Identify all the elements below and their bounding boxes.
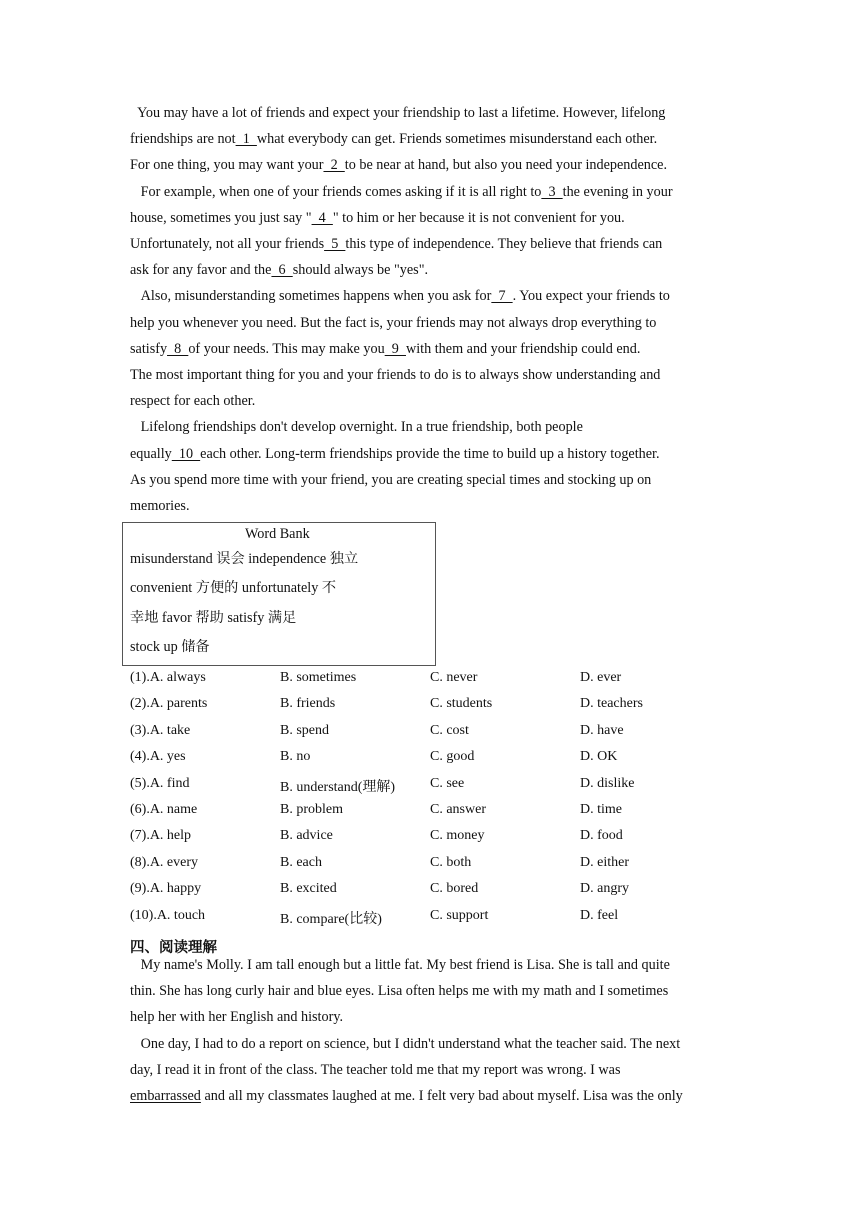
option-choice: D. dislike bbox=[580, 775, 635, 791]
passage-text: For one thing, you may want your bbox=[130, 157, 324, 174]
passage-text: each other. Long-term friendships provide the time to build up a history together. bbox=[200, 445, 660, 462]
passage-line bbox=[130, 1057, 740, 1083]
reading-passage bbox=[130, 952, 740, 1109]
passage-text: . You expect your friends to bbox=[512, 288, 670, 305]
passage-line bbox=[130, 100, 740, 126]
option-choice: C. support bbox=[430, 907, 489, 923]
passage-line bbox=[130, 441, 740, 467]
option-choice: D. ever bbox=[580, 670, 622, 685]
option-choice: B. compare(比较) bbox=[280, 911, 382, 927]
passage-text: help her with her English and history. bbox=[130, 1009, 344, 1026]
option-choice: C. cost bbox=[430, 722, 469, 738]
passage-line bbox=[130, 283, 740, 309]
option-choice: (3).A. take bbox=[130, 722, 191, 738]
blank-number: 6 bbox=[271, 262, 293, 279]
passage-line bbox=[130, 231, 740, 257]
option-choice: B. no bbox=[280, 749, 311, 765]
passage-line bbox=[130, 336, 740, 362]
blank-number: 2 bbox=[323, 157, 345, 174]
passage-text: My name's Molly. I am tall enough but a little fat. My best friend is Lisa. She is tall and quite bbox=[130, 957, 670, 973]
option-choice: D. food bbox=[580, 828, 623, 844]
option-choice: C. never bbox=[430, 670, 478, 685]
passage-text: satisfy bbox=[130, 340, 168, 357]
word-bank-row: 幸地 favor 帮助 satisfy 满足 bbox=[130, 610, 297, 626]
passage-text: As you spend more time with your friend, you are creating special times and stocking up on bbox=[130, 471, 652, 488]
cloze-passage bbox=[130, 100, 740, 519]
option-choice: C. students bbox=[430, 696, 493, 712]
option-choice: B. advice bbox=[280, 828, 333, 844]
blank-number: 7 bbox=[491, 288, 513, 305]
word-bank-box bbox=[122, 522, 436, 666]
passage-text: You may have a lot of friends and expect your friendship to last a lifetime. However, lifelong bbox=[130, 105, 666, 121]
passage-line bbox=[130, 310, 740, 336]
passage-line bbox=[130, 126, 740, 152]
passage-text: respect for each other. bbox=[130, 393, 256, 410]
passage-text: and all my classmates laughed at me. I felt very bad about myself. Lisa was the only bbox=[200, 1088, 683, 1105]
blank-number: 10 bbox=[171, 445, 201, 462]
passage-text: The most important thing for you and your friends to do is to always show understanding and bbox=[130, 367, 661, 384]
blank-number: 4 bbox=[311, 209, 333, 226]
passage-text: For example, when one of your friends comes asking if it is all right to bbox=[130, 183, 542, 200]
option-choice: B. sometimes bbox=[280, 670, 357, 685]
blank-number: 3 bbox=[541, 183, 563, 200]
option-choice: C. good bbox=[430, 749, 475, 765]
option-choice: D. angry bbox=[580, 881, 629, 897]
passage-text: day, I read it in front of the class. The teacher told me that my report was wrong. I was bbox=[130, 1061, 621, 1078]
blank-number: 9 bbox=[384, 340, 406, 357]
passage-text: this type of independence. They believe that friends can bbox=[345, 236, 663, 253]
blank-number: 8 bbox=[167, 340, 189, 357]
option-choice: B. each bbox=[280, 854, 322, 870]
option-choice: B. friends bbox=[280, 696, 336, 712]
passage-line bbox=[130, 388, 740, 414]
option-choice: C. answer bbox=[430, 801, 486, 817]
option-choice: (9).A. happy bbox=[130, 881, 202, 897]
passage-text: with them and your friendship could end. bbox=[405, 340, 641, 357]
option-choice: C. money bbox=[430, 828, 485, 844]
passage-text: memories. bbox=[130, 498, 190, 515]
passage-line bbox=[130, 1031, 740, 1057]
passage-text: should always be "yes". bbox=[292, 262, 429, 279]
passage-text: Unfortunately, not all your friends bbox=[130, 236, 325, 253]
option-choice: (1).A. always bbox=[130, 670, 206, 685]
word-bank-row: convenient 方便的 unfortunately 不 bbox=[130, 580, 337, 596]
option-choice: D. time bbox=[580, 801, 622, 817]
passage-line bbox=[130, 952, 740, 978]
passage-line bbox=[130, 362, 740, 388]
word-bank-row: stock up 储备 bbox=[130, 639, 210, 655]
option-choice: D. feel bbox=[580, 907, 619, 923]
option-choice: D. teachers bbox=[580, 696, 643, 712]
passage-line bbox=[130, 179, 740, 205]
passage-text: thin. She has long curly hair and blue eyes. Lisa often helps me with my math and I sometimes bbox=[130, 983, 669, 1000]
passage-text: " to him or her because it is not convenient for you. bbox=[332, 209, 625, 226]
blank-number: 1 bbox=[235, 131, 257, 148]
passage-line bbox=[130, 978, 740, 1004]
passage-text: of your needs. This may make you bbox=[188, 340, 385, 357]
passage-line bbox=[130, 152, 740, 178]
option-choice: (7).A. help bbox=[130, 828, 192, 844]
option-choice: B. spend bbox=[280, 722, 329, 738]
passage-text: ask for any favor and the bbox=[130, 262, 272, 279]
option-choice: B. problem bbox=[280, 801, 343, 817]
section-title: 四、阅读理解 bbox=[130, 940, 217, 956]
option-choice: (4).A. yes bbox=[130, 749, 186, 765]
option-choice: D. OK bbox=[580, 749, 618, 765]
option-choice: B. understand(理解) bbox=[280, 779, 396, 795]
passage-text: the evening in your bbox=[562, 183, 673, 200]
option-choice: (6).A. name bbox=[130, 801, 198, 817]
option-choice: D. either bbox=[580, 854, 629, 870]
passage-line bbox=[130, 1004, 740, 1030]
option-choice: C. both bbox=[430, 854, 472, 870]
word-bank-title: Word Bank bbox=[245, 526, 310, 542]
passage-text: house, sometimes you just say " bbox=[130, 209, 312, 226]
passage-line bbox=[130, 493, 740, 519]
option-choice: (2).A. parents bbox=[130, 696, 208, 712]
blank-number: embarrassed bbox=[130, 1088, 201, 1105]
passage-line bbox=[130, 414, 740, 440]
passage-text: help you whenever you need. But the fact is, your friends may not always drop everything to bbox=[130, 314, 657, 331]
passage-text: Lifelong friendships don't develop overnight. In a true friendship, both people bbox=[130, 419, 583, 436]
option-choice: C. see bbox=[430, 775, 465, 791]
passage-text: One day, I had to do a report on science, but I didn't understand what the teacher said. The next bbox=[130, 1035, 681, 1052]
option-choice: B. excited bbox=[280, 881, 337, 897]
word-bank-row: misunderstand 误会 independence 独立 bbox=[130, 551, 359, 567]
option-choice: D. have bbox=[580, 722, 624, 738]
blank-number: 5 bbox=[324, 236, 346, 253]
passage-text: equally bbox=[130, 445, 172, 462]
passage-text: what everybody can get. Friends sometimes misunderstand each other. bbox=[256, 131, 658, 148]
passage-line bbox=[130, 257, 740, 283]
passage-line bbox=[130, 205, 740, 231]
option-choice: (8).A. every bbox=[130, 854, 199, 870]
option-choice: (10).A. touch bbox=[130, 907, 206, 923]
passage-text: to be near at hand, but also you need your independence. bbox=[344, 157, 668, 174]
option-choice: C. bored bbox=[430, 881, 479, 897]
passage-text: Also, misunderstanding sometimes happens when you ask for bbox=[130, 288, 492, 305]
passage-line bbox=[130, 467, 740, 493]
option-choice: (5).A. find bbox=[130, 775, 190, 791]
passage-text: friendships are not bbox=[130, 131, 236, 148]
passage-line bbox=[130, 1083, 740, 1109]
